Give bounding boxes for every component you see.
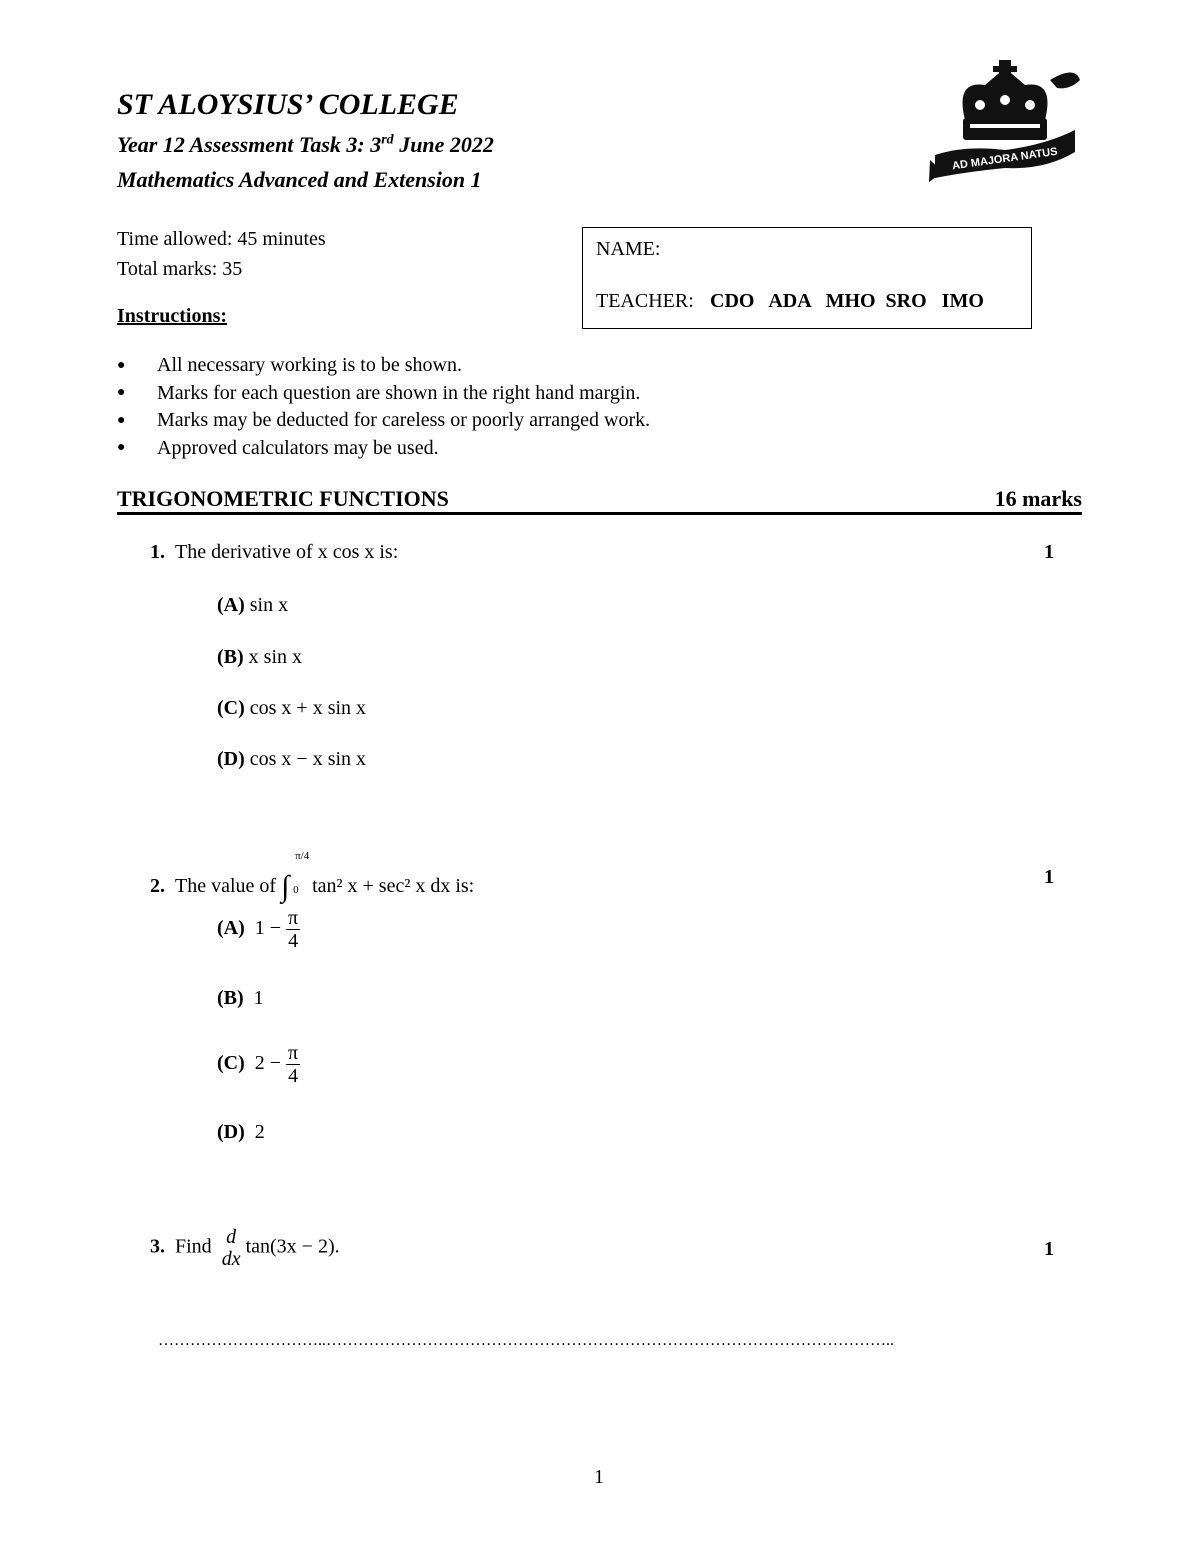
college-crest-logo bbox=[925, 60, 1085, 190]
integral-sign: ∫ π/4 0 bbox=[281, 850, 310, 903]
answer-line[interactable]: …………………………..…………………………………………………………………………………………….. bbox=[158, 1332, 894, 1349]
total-marks: Total marks: 35 bbox=[117, 258, 243, 280]
q1-option-a[interactable]: (A) sin x bbox=[217, 594, 289, 616]
q1-option-c[interactable]: (C) cos x + x sin x bbox=[217, 697, 367, 719]
question-2-mark: 1 bbox=[1044, 866, 1054, 888]
name-teacher-box[interactable] bbox=[582, 227, 1032, 329]
name-label: NAME: bbox=[596, 238, 661, 260]
page-number: 1 bbox=[594, 1466, 604, 1488]
course-title: Mathematics Advanced and Extension 1 bbox=[117, 167, 482, 192]
question-1-mark: 1 bbox=[1044, 541, 1054, 563]
q1-option-d[interactable]: (D) cos x − x sin x bbox=[217, 748, 367, 770]
motto: AD MAJORA NATUS bbox=[951, 145, 1059, 173]
list-item: ● Marks for each question are shown in the right hand margin. bbox=[117, 381, 641, 404]
teacher-label: TEACHER: bbox=[596, 290, 694, 312]
q2-option-a[interactable]: (A) 1 − $\frac{\pi}{4}$ bbox=[217, 907, 299, 952]
list-item: ● All necessary working is to be shown. bbox=[117, 354, 462, 377]
question-3-mark: 1 bbox=[1044, 1238, 1054, 1260]
instructions-label: Instructions: bbox=[117, 305, 228, 327]
section-heading bbox=[117, 486, 1082, 515]
q2-option-c[interactable]: (C) 2 − $\frac{\pi}{4}$ bbox=[217, 1042, 299, 1087]
q2-option-b[interactable]: (B) 1 bbox=[217, 987, 264, 1009]
time-allowed: Time allowed: 45 minutes bbox=[117, 228, 326, 250]
question-1: 1. The derivative of x cos x is: bbox=[150, 541, 399, 563]
list-item: ● Approved calculators may be used. bbox=[117, 436, 439, 459]
question-2: 2. The value of ∫ π/4 0 tan² x + sec² x dx is: bbox=[150, 850, 475, 903]
school-title: ST ALOYSIUS’ COLLEGE bbox=[117, 88, 459, 121]
question-3: 3. Find d dx tan(3x − 2). bbox=[150, 1226, 340, 1270]
list-item: ● Marks may be deducted for careless or poorly arranged work. bbox=[117, 409, 651, 432]
section-title: TRIGONOMETRIC FUNCTIONS bbox=[117, 486, 449, 511]
section-marks: 16 marks bbox=[994, 486, 1082, 511]
teacher-codes: CDO ADA MHO SRO IMO bbox=[710, 290, 984, 312]
task-title: Year 12 Assessment Task 3: 3rd June 2022 bbox=[117, 132, 494, 157]
q1-option-b[interactable]: (B) x sin x bbox=[217, 646, 303, 668]
q2-option-d[interactable]: (D) 2 bbox=[217, 1121, 265, 1143]
instructions-list bbox=[117, 352, 650, 462]
